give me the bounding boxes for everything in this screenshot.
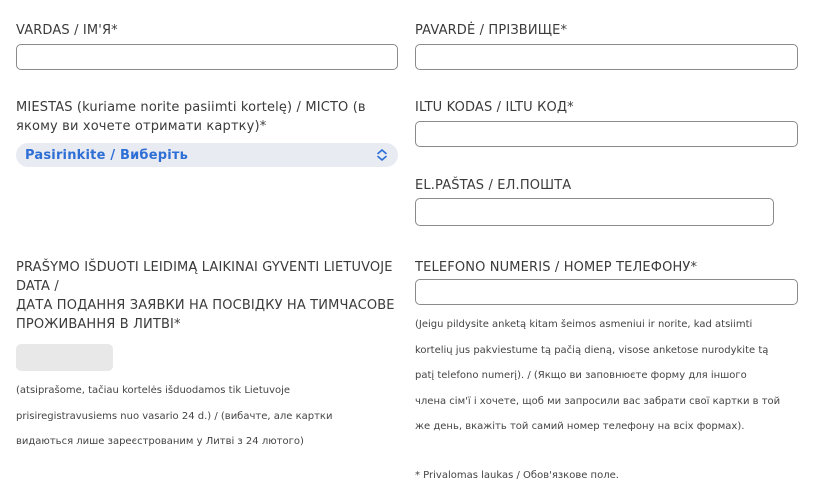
last-name-label: PAVARDĖ / ПРІЗВИЩЕ* bbox=[415, 23, 568, 38]
iltu-code-input[interactable] bbox=[415, 121, 798, 147]
email-input[interactable] bbox=[415, 198, 774, 226]
phone-note: (Jeigu pildysite anketą kitam šeimos asmeniui ir norite, kad atsiimti kortelių jus pakviestume tą pačią dieną, visose anketose nurodykite tą patį telefono numerį). / (Якщо ви заповнюєте форму для іншого члена сім'ї і хочете, щоб ми запросили вас забрати свої картки в той же день, вкажіть той самий номер телефону на всіх формах). bbox=[415, 319, 781, 432]
city-select[interactable] bbox=[16, 143, 398, 167]
first-name-input[interactable] bbox=[16, 44, 398, 70]
email-label: EL.PAŠTAS / ЕЛ.ПОШТА bbox=[415, 178, 572, 193]
first-name-label: VARDAS / ІМ'Я* bbox=[16, 23, 118, 38]
city-label: MIESTAS (kuriame norite pasiimti kortelę) / МІСТО (в якому ви хочете отримати картку)* bbox=[16, 100, 366, 134]
city-select-value: Pasirinkite / Виберіть bbox=[25, 147, 189, 163]
application-date-input[interactable] bbox=[16, 344, 113, 371]
last-name-input[interactable] bbox=[415, 44, 798, 70]
required-field-note: * Privalomas laukas / Обов'язкове поле. bbox=[415, 470, 619, 481]
phone-input[interactable] bbox=[415, 279, 798, 305]
iltu-code-label: ILTU KODAS / ILTU КОД* bbox=[415, 100, 574, 115]
application-date-label: PRAŠYMO IŠDUOTI LEIDIMĄ LAIKINAI GYVENTI LIETUVOJE DATA / ДАТА ПОДАННЯ ЗАЯВКИ НА ПОСВІДКУ НА ТИМЧАСОВЕ ПРОЖИВАННЯ В ЛИТВІ* bbox=[16, 260, 395, 332]
phone-label: TELEFONO NUMERIS / НОМЕР ТЕЛЕФОНУ* bbox=[415, 260, 698, 275]
date-note: (atsiprašome, tačiau kortelės išduodamos tik Lietuvoje prisiregistravusiems nuo vasario 24 d.) / (вибачте, але картки видаються лише зареєстрованим у Литві з 24 лютого) bbox=[16, 385, 333, 447]
select-chevron-icon bbox=[376, 148, 388, 162]
